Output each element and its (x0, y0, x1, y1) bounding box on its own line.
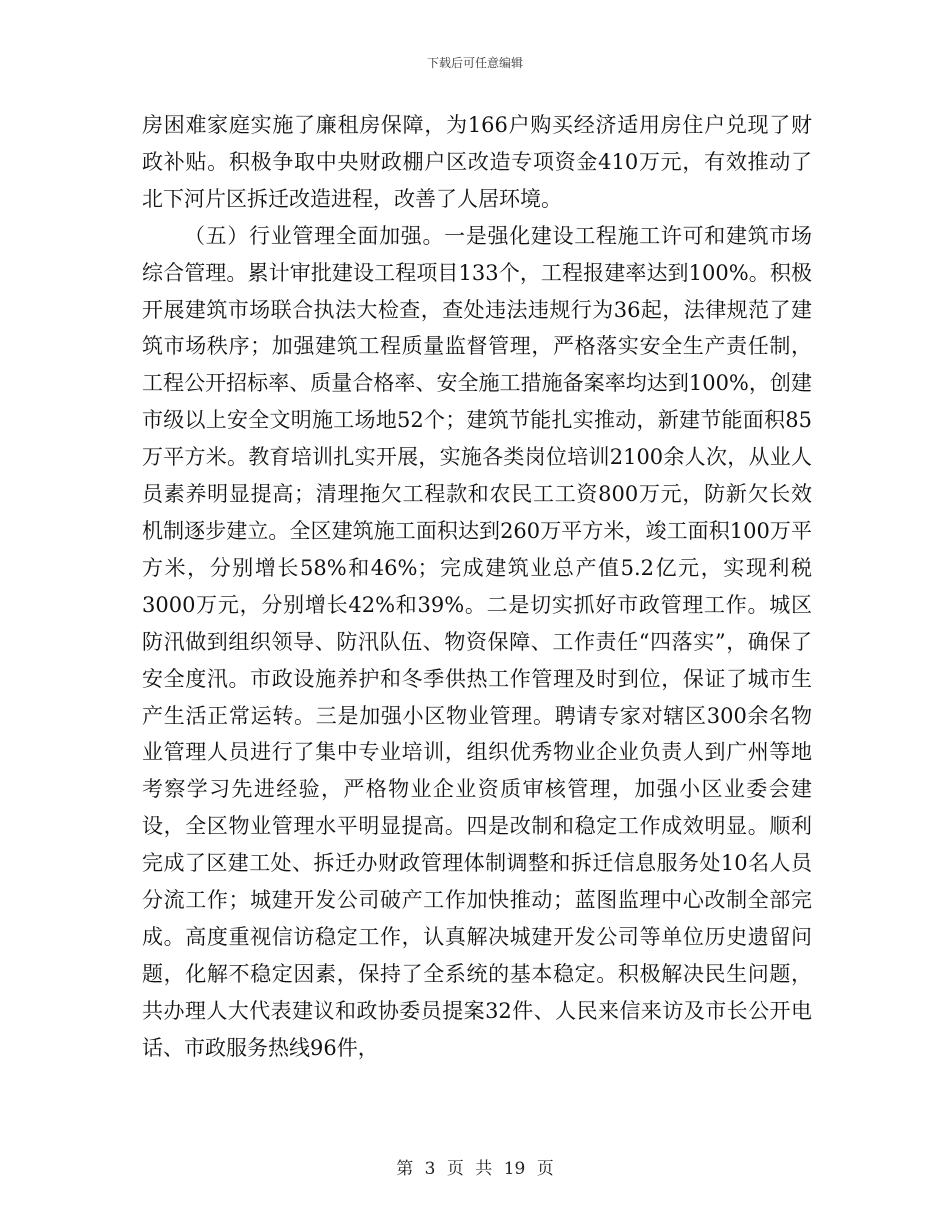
paragraph-2: （五）行业管理全面加强。一是强化建设工程施工许可和建筑市场综合管理。累计审批建设工程项目133个，工程报建率达到100%。积极开展建筑市场联合执法大检查，查处违法违规行为36起，法律规范了建筑市场秩序；加强建筑工程质量监督管理，严格落实安全生产责任制，工程公开招标率、质量合格率、安全施工措施备案率均达到100%，创建市级以上安全文明施工场地52个；建筑节能扎实推动，新建节能面积85万平方米。教育培训扎实开展，实施各类岗位培训2100余人次，从业人员素养明显提高；清理拖欠工程款和农民工工资800万元，防新欠长效机制逐步建立。全区建筑施工面积达到260万平方米，竣工面积100万平方米，分别增长58%和46%；完成建筑业总产值5.2亿元，实现利税3000万元，分别增长42%和39%。二是切实抓好市政管理工作。城区防汛做到组织领导、防汛队伍、物资保障、工作责任“四落实”，确保了安全度汛。市政设施养护和冬季供热工作管理及时到位，保证了城市生产生活正常运转。三是加强小区物业管理。聘请专家对辖区300余名物业管理人员进行了集中专业培训，组织优秀物业企业负责人到广州等地考察学习先进经验，严格物业企业资质审核管理，加强小区业委会建设，全区物业管理水平明显提高。四是改制和稳定工作成效明显。顺利完成了区建工处、拆迁办财政管理体制调整和拆迁信息服务处10名人员分流工作；城建开发公司破产工作加快推动；蓝图监理中心改制全部完成。高度重视信访稳定工作，认真解决城建开发公司等单位历史遗留问题，化解不稳定因素，保持了全系统的基本稳定。积极解决民生问题，共办理人大代表建议和政协委员提案32件、人民来信来访及市长公开电话、市政服务热线96件， (142, 223, 812, 1060)
page-header: 下载后可任意编辑 (426, 56, 523, 70)
document-body (142, 107, 812, 1067)
page-footer: 第 3 页 共 19 页 (396, 1159, 554, 1179)
paragraph-1: 房困难家庭实施了廉租房保障，为166户购买经济适用房住户兑现了财政补贴。积极争取中央财政棚户区改造专项资金410万元，有效推动了北下河片区拆迁改造进程，改善了人居环境。 (142, 113, 812, 211)
